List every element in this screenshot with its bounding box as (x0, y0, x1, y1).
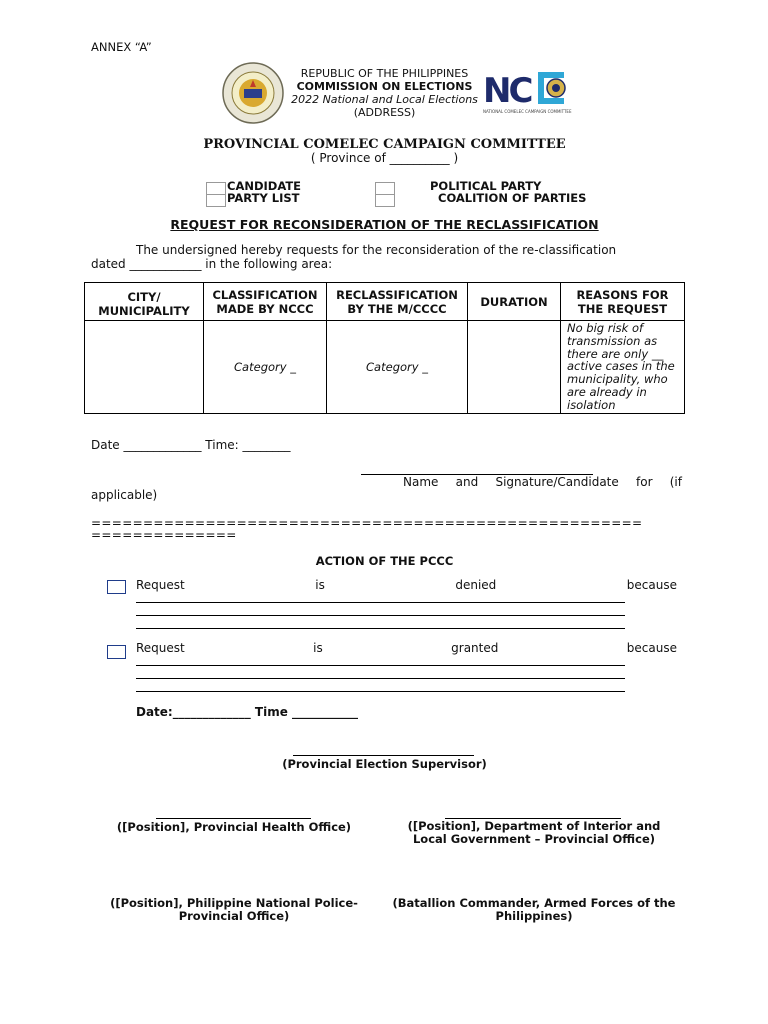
pho-label: ([Position], Provincial Health Office) (116, 820, 352, 834)
separator-line-2: ============== (91, 528, 237, 542)
separator-line: ===================================================== (91, 516, 643, 530)
granted-word-2: is (313, 641, 323, 655)
svg-text:NC: NC (483, 71, 531, 111)
committee-title: PROVINCIAL COMELEC CAMPAIGN COMMITTEE (203, 137, 566, 152)
header-comelec: COMMISSION ON ELECTIONS (296, 80, 473, 93)
svg-text:NATIONAL COMELEC CAMPAIGN COMM: NATIONAL COMELEC CAMPAIGN COMMITTEE (483, 109, 572, 114)
header-city: CITY/ MUNICIPALITY (85, 283, 204, 321)
header-reasons: REASONS FOR THE REQUEST (561, 283, 685, 321)
signature-label: Name and Signature/Candidate for (if applicable) (91, 475, 682, 502)
header-reclassification: RECLASSIFICATION BY THE M/CCCC (327, 283, 468, 321)
action-title: ACTION OF THE PCCC (315, 554, 454, 568)
cell-city[interactable] (85, 321, 204, 414)
granted-word-1: Request (136, 641, 185, 655)
pes-signature-line[interactable] (293, 755, 474, 756)
action-date-time[interactable]: Date:_____________ Time ___________ (136, 705, 359, 719)
annex-label: ANNEX “A” (91, 40, 152, 54)
denied-statement (136, 578, 677, 592)
intro-line2: dated ____________ in the following area: (91, 257, 333, 271)
province-line: ( Province of __________ ) (310, 151, 459, 165)
denied-reason-line-2[interactable] (136, 615, 625, 616)
coalition-label: COALITION OF PARTIES (438, 191, 587, 205)
denied-word-3: denied (455, 578, 497, 592)
cell-classification[interactable]: Category _ (204, 321, 327, 414)
header-address: (ADDRESS) (353, 106, 416, 119)
candidate-label: CANDIDATE (227, 179, 302, 193)
political-party-label: POLITICAL PARTY (430, 179, 542, 193)
nccc-logo-icon (482, 66, 574, 116)
pnp-label: ([Position], Philippine National Police- Provincial Office) (110, 896, 358, 923)
form-title: REQUEST FOR RECONSIDERATION OF THE RECLASSIFICATION (170, 217, 599, 232)
granted-word-3: granted (451, 641, 499, 655)
cell-reclassification[interactable]: Category _ (327, 321, 468, 414)
date-time-line[interactable]: Date _____________ Time: ________ (91, 438, 291, 452)
pes-label: (Provincial Election Supervisor) (282, 757, 487, 771)
pho-signature-line[interactable] (156, 818, 311, 819)
intro-line1: The undersigned hereby requests for the reconsideration of the re-classification (136, 243, 617, 257)
reclassification-table (84, 282, 685, 414)
granted-reason-line-2[interactable] (136, 678, 625, 679)
dilg-label: ([Position], Department of Interior and Local Government – Provincial Office) (407, 819, 661, 846)
cell-duration[interactable] (468, 321, 561, 414)
denied-word-4: because (626, 578, 677, 592)
granted-word-4: because (626, 641, 677, 655)
granted-checkbox[interactable] (107, 644, 126, 663)
header-republic: REPUBLIC OF THE PHILIPPINES (300, 67, 469, 80)
header-classification: CLASSIFICATION MADE BY NCCC (204, 283, 327, 321)
comelec-seal-icon (222, 62, 284, 124)
denied-word-2: is (315, 578, 325, 592)
denied-reason-line-1[interactable] (136, 602, 625, 603)
denied-reason-line-3[interactable] (136, 628, 625, 629)
coalition-checkbox[interactable] (375, 192, 395, 211)
afp-label: (Batallion Commander, Armed Forces of the Philippines) (392, 896, 676, 923)
denied-checkbox[interactable] (107, 579, 126, 598)
denied-word-1: Request (136, 578, 185, 592)
party-list-checkbox[interactable] (206, 192, 226, 211)
granted-statement (136, 641, 677, 655)
party-list-label: PARTY LIST (227, 191, 300, 205)
granted-reason-line-1[interactable] (136, 665, 625, 666)
granted-reason-line-3[interactable] (136, 691, 625, 692)
header-election: 2022 National and Local Elections (291, 93, 478, 106)
cell-reasons[interactable]: No big risk of transmission as there are only __ active cases in the municipality, who are already in isolation (561, 321, 685, 414)
header-duration: DURATION (468, 283, 561, 321)
